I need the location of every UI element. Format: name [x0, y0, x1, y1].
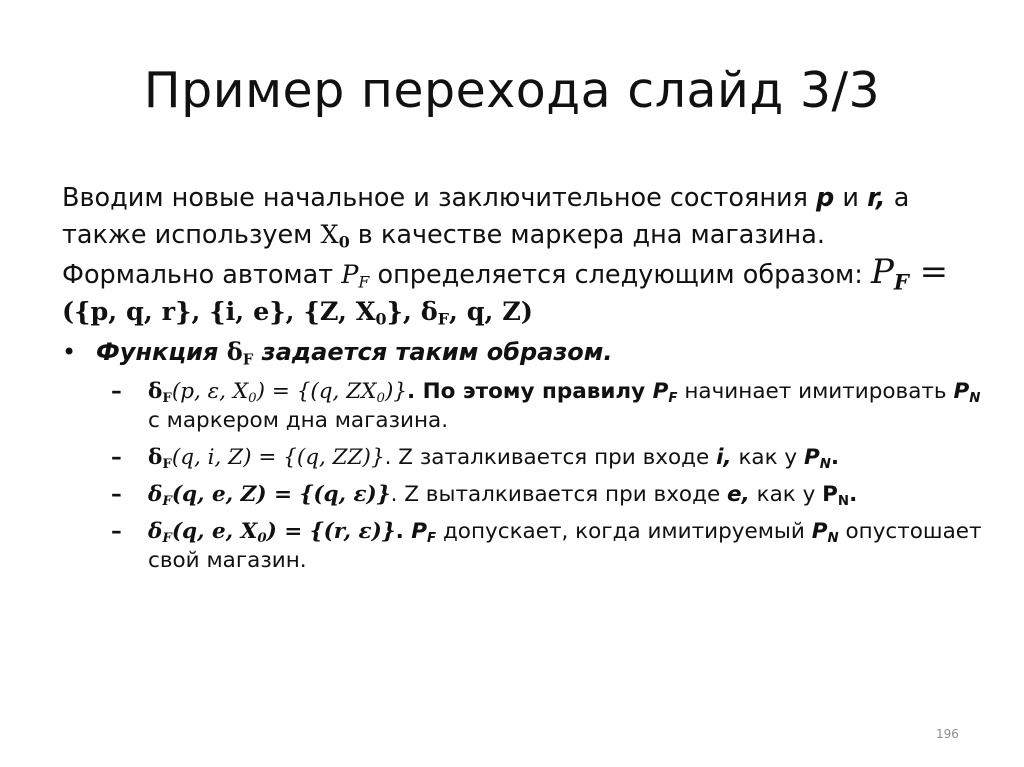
rule-text: .: [395, 519, 412, 544]
rule-text: .: [830, 445, 840, 470]
rule-text: как у: [749, 482, 823, 507]
intro-paragraph: [62, 180, 982, 331]
equals-sign: =: [908, 252, 949, 292]
state-p: p: [816, 183, 835, 213]
rule-text: допускает, когда имитируемый: [436, 519, 812, 544]
intro-text-5: определяется следующим образом:: [369, 260, 871, 290]
bullet-delta: $\delta_F$: [226, 337, 254, 369]
dash-mark: –: [111, 445, 122, 470]
rule-delta: $\delta_F$: [148, 445, 172, 472]
rule-text: . По этому правилу: [407, 379, 653, 404]
bullet-function: [62, 335, 982, 369]
marker-x0: $X_0$: [320, 220, 350, 252]
rule-formula: (q, e, $X_0) = \{(r$, ε)}: [171, 519, 396, 546]
intro-text-1: Вводим новые начальное и заключительное состояния: [62, 183, 817, 213]
rule-formula: (p, ε, $X_0) = \{(q$, $ZX_0$)}: [171, 379, 408, 406]
rule-delta: $\delta_F$: [148, 482, 172, 509]
rule-text: начинает имитировать: [677, 379, 954, 404]
automaton-pf: $P_F$: [652, 379, 678, 406]
intro-text-2: и: [834, 183, 868, 213]
rule-formula: (q, e, Z) = {(q, ε)}: [171, 482, 391, 507]
intro-text-4: в качестве маркера дна магазина. Формально автомат: [62, 220, 825, 290]
rule-item-4: [62, 517, 982, 575]
rule-text: .: [849, 482, 858, 507]
rule-text: с маркером дна магазина.: [148, 408, 449, 433]
rule-delta: $\delta_F$: [148, 519, 172, 546]
automaton-pn: $P_N$: [811, 519, 839, 546]
intro-text-3: а также используем: [62, 183, 910, 250]
dash-mark: –: [111, 482, 122, 507]
bullet-text-2: задается таким образом.: [253, 338, 613, 366]
rule-text: . Z выталкивается при входе: [390, 482, 728, 507]
rule-text: . Z заталкивается при входе: [384, 445, 717, 470]
automaton-pn: $P_N$: [953, 379, 981, 406]
automaton-pn: $P_N$: [822, 482, 850, 509]
input-symbol-i: i,: [716, 445, 732, 470]
bullet-mark: •: [62, 338, 77, 366]
rule-formula: (q, i, Z) = {(q, ZZ)}: [171, 445, 385, 470]
slide-content: [62, 180, 982, 575]
rule-item-3: [62, 480, 982, 509]
dash-mark: –: [111, 519, 122, 544]
pf-definition: ({p, q, r}, {i, e}, {Z, $X_0$}, $\delta_F$, q, Z): [62, 297, 533, 329]
input-symbol-e: e,: [727, 482, 750, 507]
rule-text: опустошает свой магазин.: [148, 519, 982, 573]
rule-item-1: [62, 377, 982, 435]
rule-text: как у: [731, 445, 804, 470]
dash-mark: –: [111, 379, 122, 404]
page-number: 196: [936, 727, 959, 741]
state-r: r,: [867, 183, 886, 213]
automaton-pf: $P_F$: [341, 260, 370, 292]
rule-item-2: [62, 443, 982, 472]
automaton-pf: $P_F$: [411, 519, 437, 546]
bullet-text-1: Функция: [96, 338, 227, 366]
rule-delta: $\delta_F$: [148, 379, 172, 406]
automaton-pn: $P_N$: [803, 445, 831, 472]
automaton-pf-large: $P_F$: [870, 252, 909, 295]
slide-title: Пример перехода слайд 3/3: [143, 62, 881, 119]
